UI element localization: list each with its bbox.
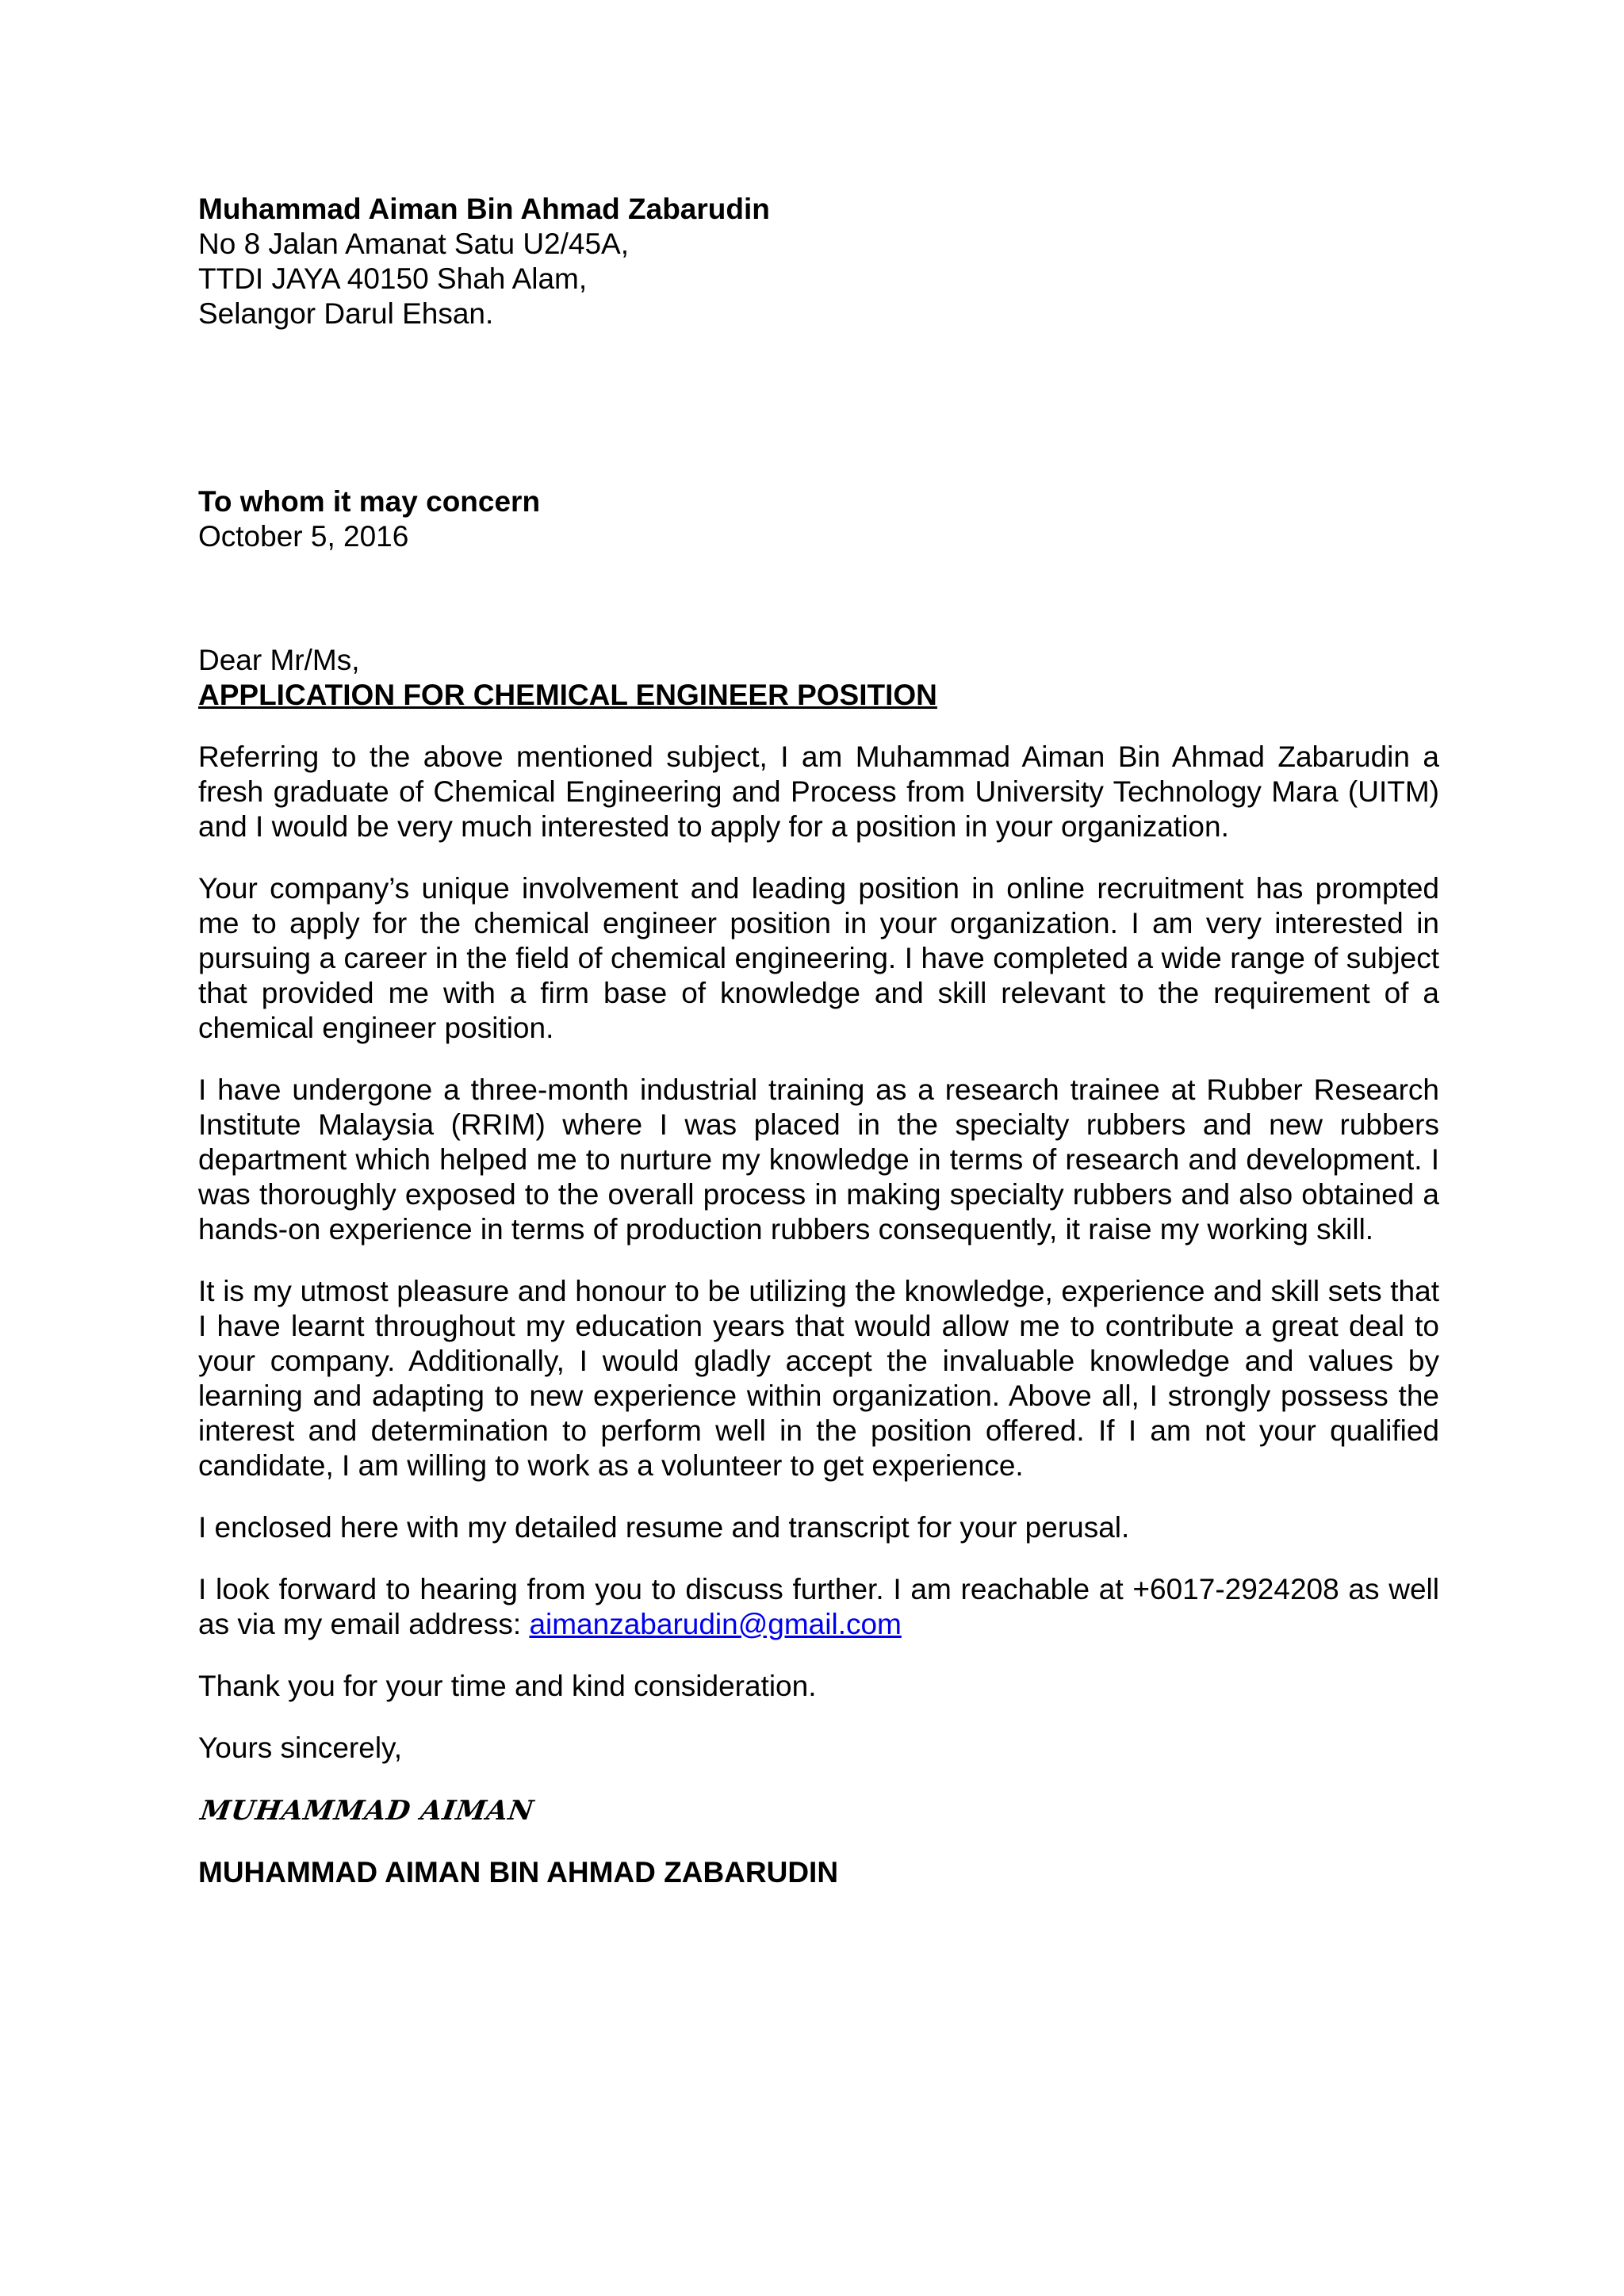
body-paragraph-4: It is my utmost pleasure and honour to be utilizing the knowledge, experience and skill sets that I have learnt throughout my education years that would allow me to contribute a great deal to your company. Additionally, I would gladly accept the invaluable knowledge and values by learning and adapting to new experience within organization. Above all, I strongly possess the interest and determination to perform well in the position offered. If I am not your qualified candidate, I am willing to work as a volunteer to get experience. bbox=[198, 1275, 1439, 1482]
contact-text: I look forward to hearing from you to discuss further. I am reachable at +6017-2924208 as well as via my email address: bbox=[198, 1573, 1439, 1640]
signature-block bbox=[198, 1793, 1439, 1855]
letter-date: October 5, 2016 bbox=[198, 520, 409, 553]
body-paragraph-5: I enclosed here with my detailed resume and transcript for your perusal. bbox=[198, 1511, 1130, 1544]
subject-heading: APPLICATION FOR CHEMICAL ENGINEER POSITION bbox=[198, 679, 937, 711]
sender-name: Muhammad Aiman Bin Ahmad Zabarudin bbox=[198, 193, 770, 225]
contact-paragraph bbox=[198, 1572, 1439, 1642]
thanks-line: Thank you for your time and kind consideration. bbox=[198, 1670, 817, 1702]
sender-address-line-2: TTDI JAYA 40150 Shah Alam, bbox=[198, 262, 588, 295]
body-paragraph-1: Referring to the above mentioned subject, I am Muhammad Aiman Bin Ahmad Zabarudin a fresh graduate of Chemical Engineering and Process from University Technology Mara (UITM) and I would be very much interested to apply for a position in your organization. bbox=[198, 740, 1439, 843]
recipient-line: To whom it may concern bbox=[198, 485, 541, 518]
signature-name: MUHAMMAD AIMAN BIN AHMAD ZABARUDIN bbox=[198, 1856, 839, 1888]
closing-line: Yours sincerely, bbox=[198, 1732, 403, 1764]
body-paragraph-3: I have undergone a three-month industrial training as a research trainee at Rubber Research Institute Malaysia (RRIM) where I was placed in the specialty rubbers and new rubbers department which helped me to nurture my knowledge in terms of research and development. I was thoroughly exposed to the overall process in making specialty rubbers and also obtained a hands-on experience in terms of production rubbers consequently, it raise my working skill. bbox=[198, 1073, 1439, 1246]
sender-address-line-3: Selangor Darul Ehsan. bbox=[198, 297, 494, 330]
body-paragraph-2: Your company’s unique involvement and leading position in online recruitment has prompted me to apply for the chemical engineer position in your organization. I am very interested in pursuing a career in the field of chemical engineering. I have completed a wide range of subject that provided me with a firm base of knowledge and skill relevant to the requirement of a chemical engineer position. bbox=[198, 872, 1439, 1044]
handwritten-signature: MUHAMMAD AIMAN bbox=[198, 1795, 537, 1827]
email-link[interactable]: aimanzabarudin@gmail.com bbox=[529, 1608, 902, 1640]
salutation: Dear Mr/Ms, bbox=[198, 644, 360, 676]
sender-address-line-1: No 8 Jalan Amanat Satu U2/45A, bbox=[198, 228, 630, 260]
letter-body bbox=[198, 192, 1439, 1890]
